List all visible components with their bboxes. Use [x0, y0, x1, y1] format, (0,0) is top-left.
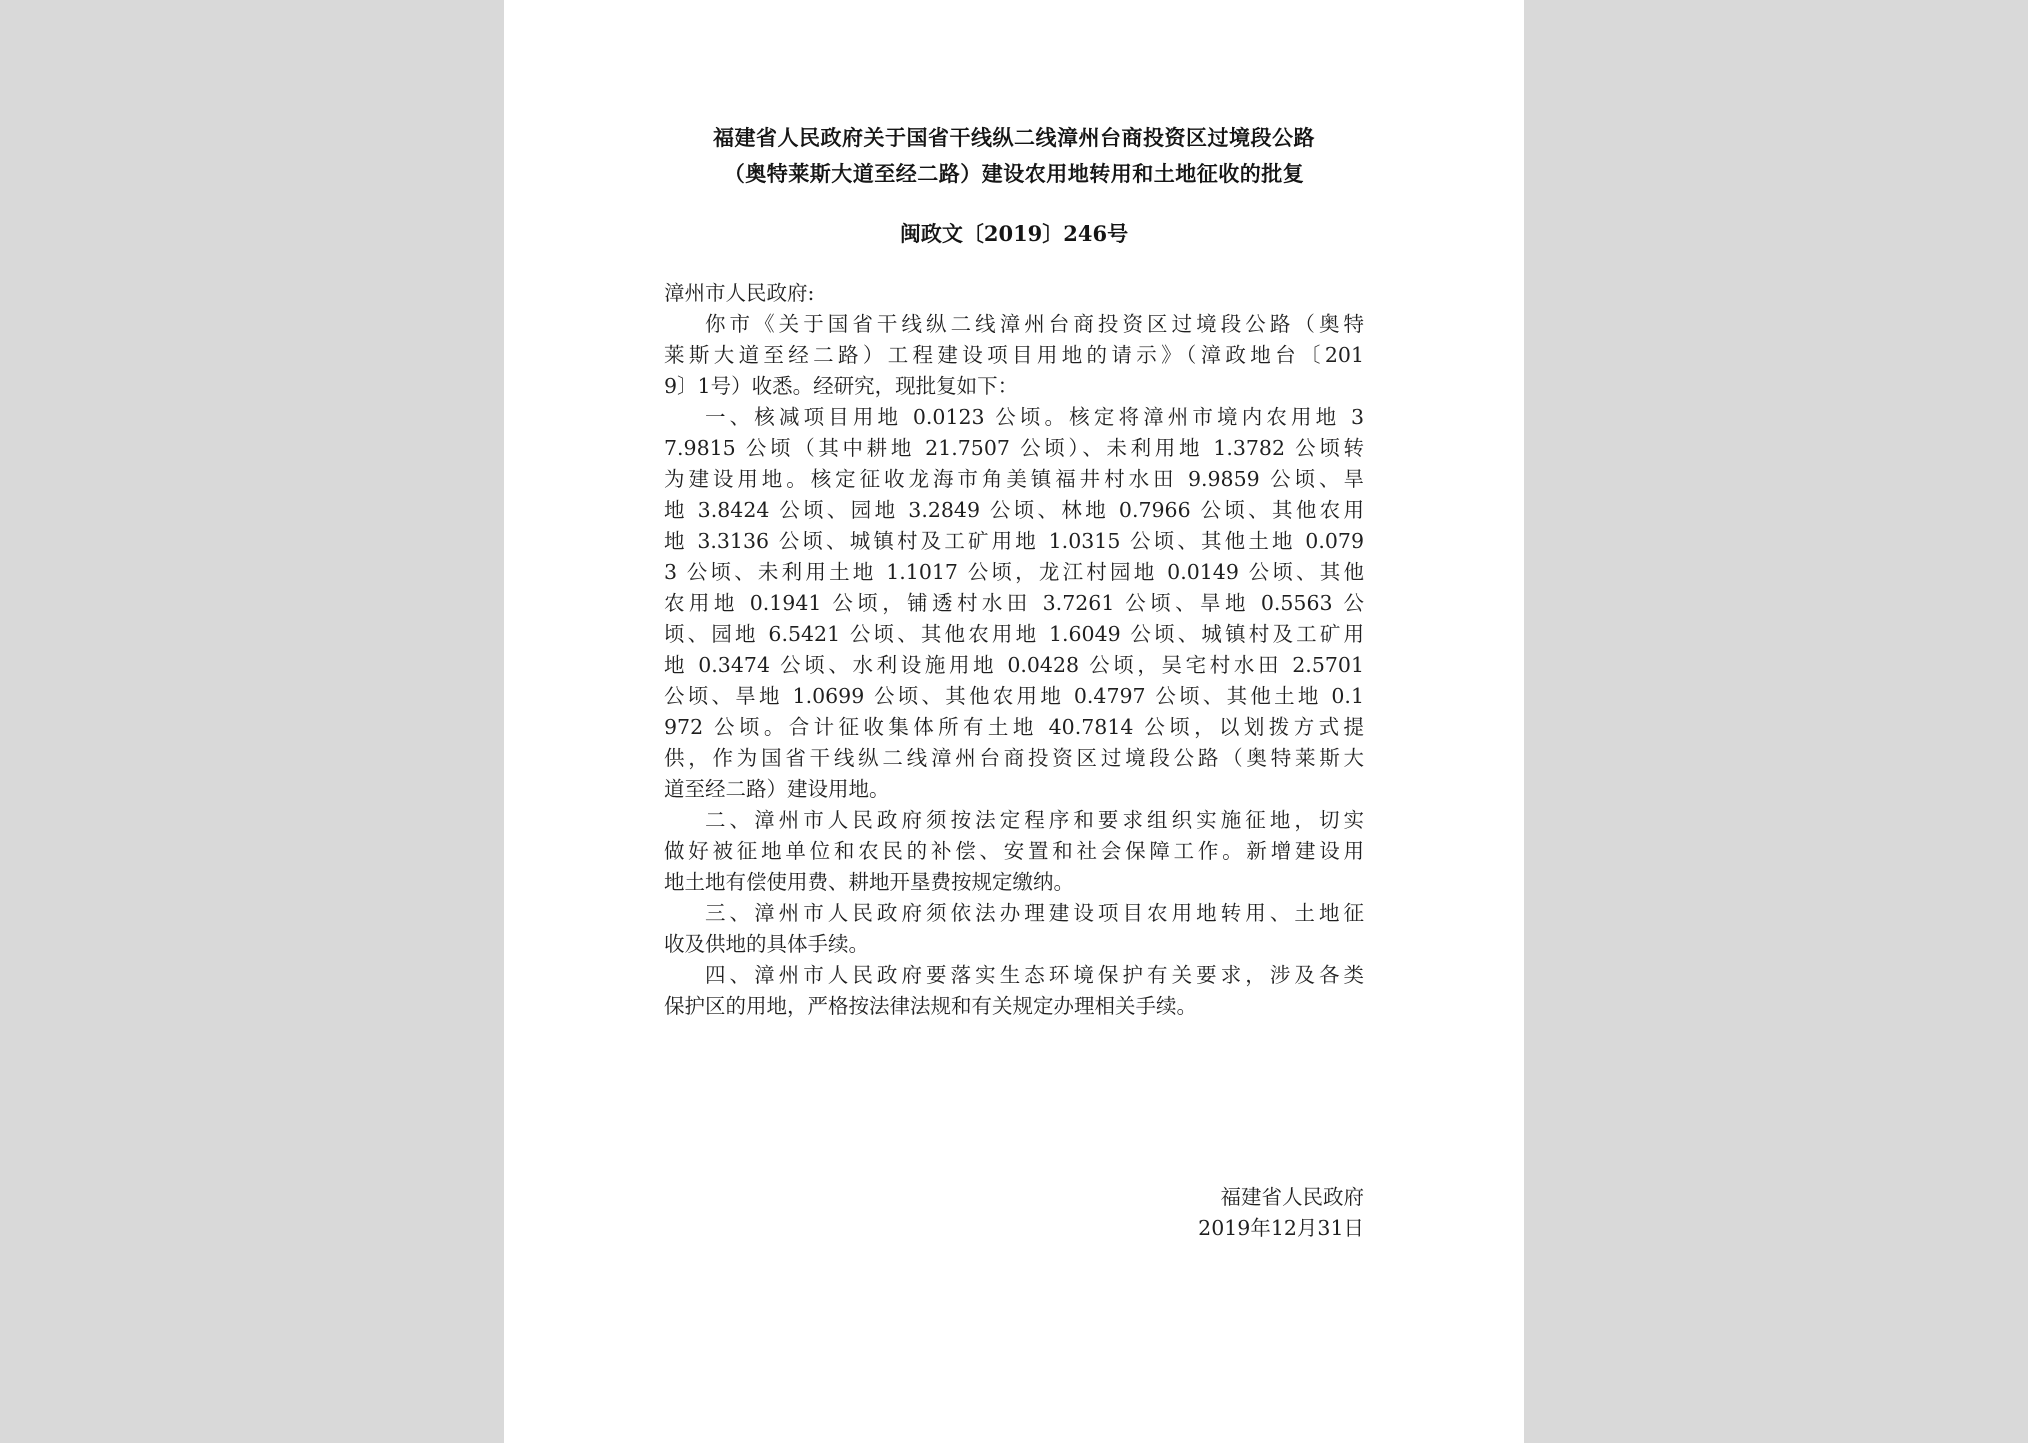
body-line: 农用地 0.1941 公顷，铺透村水田 3.7261 公顷、旱地 0.5563 公 — [664, 591, 1364, 615]
body-line: 莱斯大道至经二路）工程建设项目用地的请示》（漳政地台〔201 — [664, 343, 1364, 367]
body-line: 地 3.8424 公顷、园地 3.2849 公顷、林地 0.7966 公顷、其他农用 — [664, 498, 1364, 522]
title-line-2: （奥特莱斯大道至经二路）建设农用地转用和土地征收的批复 — [723, 161, 1305, 186]
body-line: 3 公顷、未利用土地 1.1017 公顷，龙江村园地 0.0149 公顷、其他 — [664, 560, 1364, 584]
body-line: 道至经二路）建设用地。 — [664, 777, 890, 801]
body-line: 你市《关于国省干线纵二线漳州台商投资区过境段公路（奥特 — [705, 312, 1364, 336]
body-line: 四、漳州市人民政府要落实生态环境保护有关要求，涉及各类 — [705, 963, 1364, 987]
body-line: 三、漳州市人民政府须依法办理建设项目农用地转用、土地征 — [705, 901, 1364, 925]
signature-organization: 福建省人民政府 — [1220, 1185, 1364, 1209]
document-page — [504, 0, 1524, 1443]
document-body — [664, 278, 1364, 1022]
document-number: 闽政文〔2019〕246号 — [899, 221, 1129, 246]
body-line: 地 0.3474 公顷、水利设施用地 0.0428 公顷，吴宅村水田 2.5701 — [664, 653, 1364, 677]
signature-date: 2019年12月31日 — [1198, 1216, 1364, 1240]
body-line: 收及供地的具体手续。 — [664, 932, 869, 956]
addressee: 漳州市人民政府: — [664, 281, 815, 305]
body-line: 做好被征地单位和农民的补偿、安置和社会保障工作。新增建设用 — [664, 839, 1364, 863]
body-line: 地土地有偿使用费、耕地开垦费按规定缴纳。 — [664, 870, 1074, 894]
body-line: 一、核减项目用地 0.0123 公顷。核定将漳州市境内农用地 3 — [705, 405, 1364, 429]
body-line: 二、漳州市人民政府须按法定程序和要求组织实施征地，切实 — [705, 808, 1364, 832]
body-line: 公顷、旱地 1.0699 公顷、其他农用地 0.4797 公顷、其他土地 0.1 — [664, 684, 1364, 708]
body-line: 9〕1号）收悉。经研究，现批复如下： — [664, 374, 1019, 398]
body-line: 7.9815 公顷（其中耕地 21.7507 公顷）、未利用地 1.3782 公顷转 — [664, 436, 1364, 460]
title-line-1: 福建省人民政府关于国省干线纵二线漳州台商投资区过境段公路 — [713, 125, 1315, 150]
document-title — [504, 120, 1524, 192]
signature-block — [1198, 1182, 1364, 1244]
body-line: 供，作为国省干线纵二线漳州台商投资区过境段公路（奥特莱斯大 — [664, 746, 1364, 770]
body-line: 顷、园地 6.5421 公顷、其他农用地 1.6049 公顷、城镇村及工矿用 — [664, 622, 1364, 646]
body-line: 保护区的用地，严格按法律法规和有关规定办理相关手续。 — [664, 994, 1197, 1018]
body-line: 972 公顷。合计征收集体所有土地 40.7814 公顷，以划拨方式提 — [664, 715, 1364, 739]
body-line: 地 3.3136 公顷、城镇村及工矿用地 1.0315 公顷、其他土地 0.079 — [664, 529, 1364, 553]
body-line: 为建设用地。核定征收龙海市角美镇福井村水田 9.9859 公顷、旱 — [664, 467, 1364, 491]
